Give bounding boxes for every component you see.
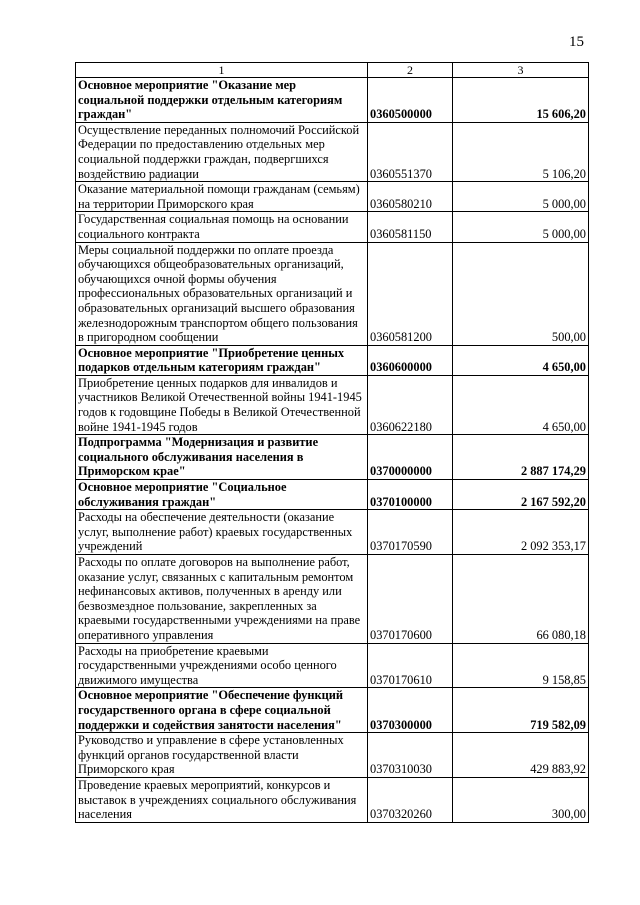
row-name-cell: Руководство и управление в сфере установленных функций органов государственной власти Приморского края xyxy=(76,733,368,778)
table-row xyxy=(76,688,589,733)
row-name-cell: Расходы на приобретение краевыми государственными учреждениями особо ценного движимого имущества xyxy=(76,643,368,688)
row-sum-cell: 2 092 353,17 xyxy=(453,510,589,555)
row-sum-cell: 15 606,20 xyxy=(453,78,589,123)
row-name-cell: Расходы на обеспечение деятельности (оказание услуг, выполнение работ) краевых государственных учреждений xyxy=(76,510,368,555)
table-row xyxy=(76,375,589,434)
table-row xyxy=(76,777,589,822)
row-name-cell: Приобретение ценных подарков для инвалидов и участников Великой Отечественной войны 1941-1945 годов к годовщине Победы в Великой Отечественной войне 1941-1945 годов xyxy=(76,375,368,434)
row-code-cell: 0360600000 xyxy=(368,345,453,375)
row-name-cell: Основное мероприятие "Оказание мер социальной поддержки отдельным категориям граждан" xyxy=(76,78,368,123)
table-row xyxy=(76,733,589,778)
row-code-cell: 0360581200 xyxy=(368,242,453,345)
table-row xyxy=(76,643,589,688)
table-row xyxy=(76,212,589,242)
table-row xyxy=(76,182,589,212)
row-sum-cell: 9 158,85 xyxy=(453,643,589,688)
row-sum-cell: 5 000,00 xyxy=(453,212,589,242)
table-row xyxy=(76,78,589,123)
row-name-cell: Подпрограмма "Модернизация и развитие социального обслуживания населения в Приморском крае" xyxy=(76,435,368,480)
row-name-cell: Основное мероприятие "Обеспечение функций государственного органа в сфере социальной поддержки и содействия занятости населения" xyxy=(76,688,368,733)
table-row xyxy=(76,345,589,375)
table-row xyxy=(76,555,589,644)
header-col-1: 1 xyxy=(76,63,368,78)
row-code-cell: 0360551370 xyxy=(368,122,453,181)
header-col-3: 3 xyxy=(453,63,589,78)
table-row xyxy=(76,122,589,181)
row-sum-cell: 2 887 174,29 xyxy=(453,435,589,480)
row-code-cell: 0360500000 xyxy=(368,78,453,123)
table-row xyxy=(76,435,589,480)
row-code-cell: 0370100000 xyxy=(368,480,453,510)
row-sum-cell: 5 000,00 xyxy=(453,182,589,212)
row-sum-cell: 66 080,18 xyxy=(453,555,589,644)
row-sum-cell: 5 106,20 xyxy=(453,122,589,181)
row-code-cell: 0360581150 xyxy=(368,212,453,242)
row-code-cell: 0370000000 xyxy=(368,435,453,480)
row-name-cell: Основное мероприятие "Социальное обслуживания граждан" xyxy=(76,480,368,510)
row-code-cell: 0360622180 xyxy=(368,375,453,434)
row-code-cell: 0370310030 xyxy=(368,733,453,778)
row-code-cell: 0360580210 xyxy=(368,182,453,212)
row-sum-cell: 4 650,00 xyxy=(453,375,589,434)
row-name-cell: Расходы по оплате договоров на выполнение работ, оказание услуг, связанных с капитальным ремонтом нефинансовых активов, полученных в аренду или безвозмездное пользование, закрепленных за краевыми государственными учреждениями на праве оперативного управления xyxy=(76,555,368,644)
row-sum-cell: 2 167 592,20 xyxy=(453,480,589,510)
row-name-cell: Оказание материальной помощи гражданам (семьям) на территории Приморского края xyxy=(76,182,368,212)
row-name-cell: Осуществление переданных полномочий Российской Федерации по предоставлению отдельных мер социальной поддержки граждан, подвергшихся воздействию радиации xyxy=(76,122,368,181)
row-sum-cell: 300,00 xyxy=(453,777,589,822)
row-sum-cell: 500,00 xyxy=(453,242,589,345)
row-name-cell: Проведение краевых мероприятий, конкурсов и выставок в учреждениях социального обслуживания населения xyxy=(76,777,368,822)
table-header-row xyxy=(76,63,589,78)
row-name-cell: Меры социальной поддержки по оплате проезда обучающихся общеобразовательных организаций, обучающихся очной формы обучения профессиональных образовательных организаций и образовательных организаций высшего образования железнодорожным транспортом общего пользования в пригородном сообщении xyxy=(76,242,368,345)
row-name-cell: Основное мероприятие "Приобретение ценных подарков отдельным категориям граждан" xyxy=(76,345,368,375)
row-code-cell: 0370170590 xyxy=(368,510,453,555)
table-row xyxy=(76,480,589,510)
row-sum-cell: 719 582,09 xyxy=(453,688,589,733)
row-sum-cell: 429 883,92 xyxy=(453,733,589,778)
row-code-cell: 0370300000 xyxy=(368,688,453,733)
row-code-cell: 0370320260 xyxy=(368,777,453,822)
page-number: 15 xyxy=(569,34,584,50)
row-sum-cell: 4 650,00 xyxy=(453,345,589,375)
row-code-cell: 0370170600 xyxy=(368,555,453,644)
row-name-cell: Государственная социальная помощь на основании социального контракта xyxy=(76,212,368,242)
header-col-2: 2 xyxy=(368,63,453,78)
row-code-cell: 0370170610 xyxy=(368,643,453,688)
budget-table xyxy=(75,62,589,823)
table-row xyxy=(76,242,589,345)
table-row xyxy=(76,510,589,555)
